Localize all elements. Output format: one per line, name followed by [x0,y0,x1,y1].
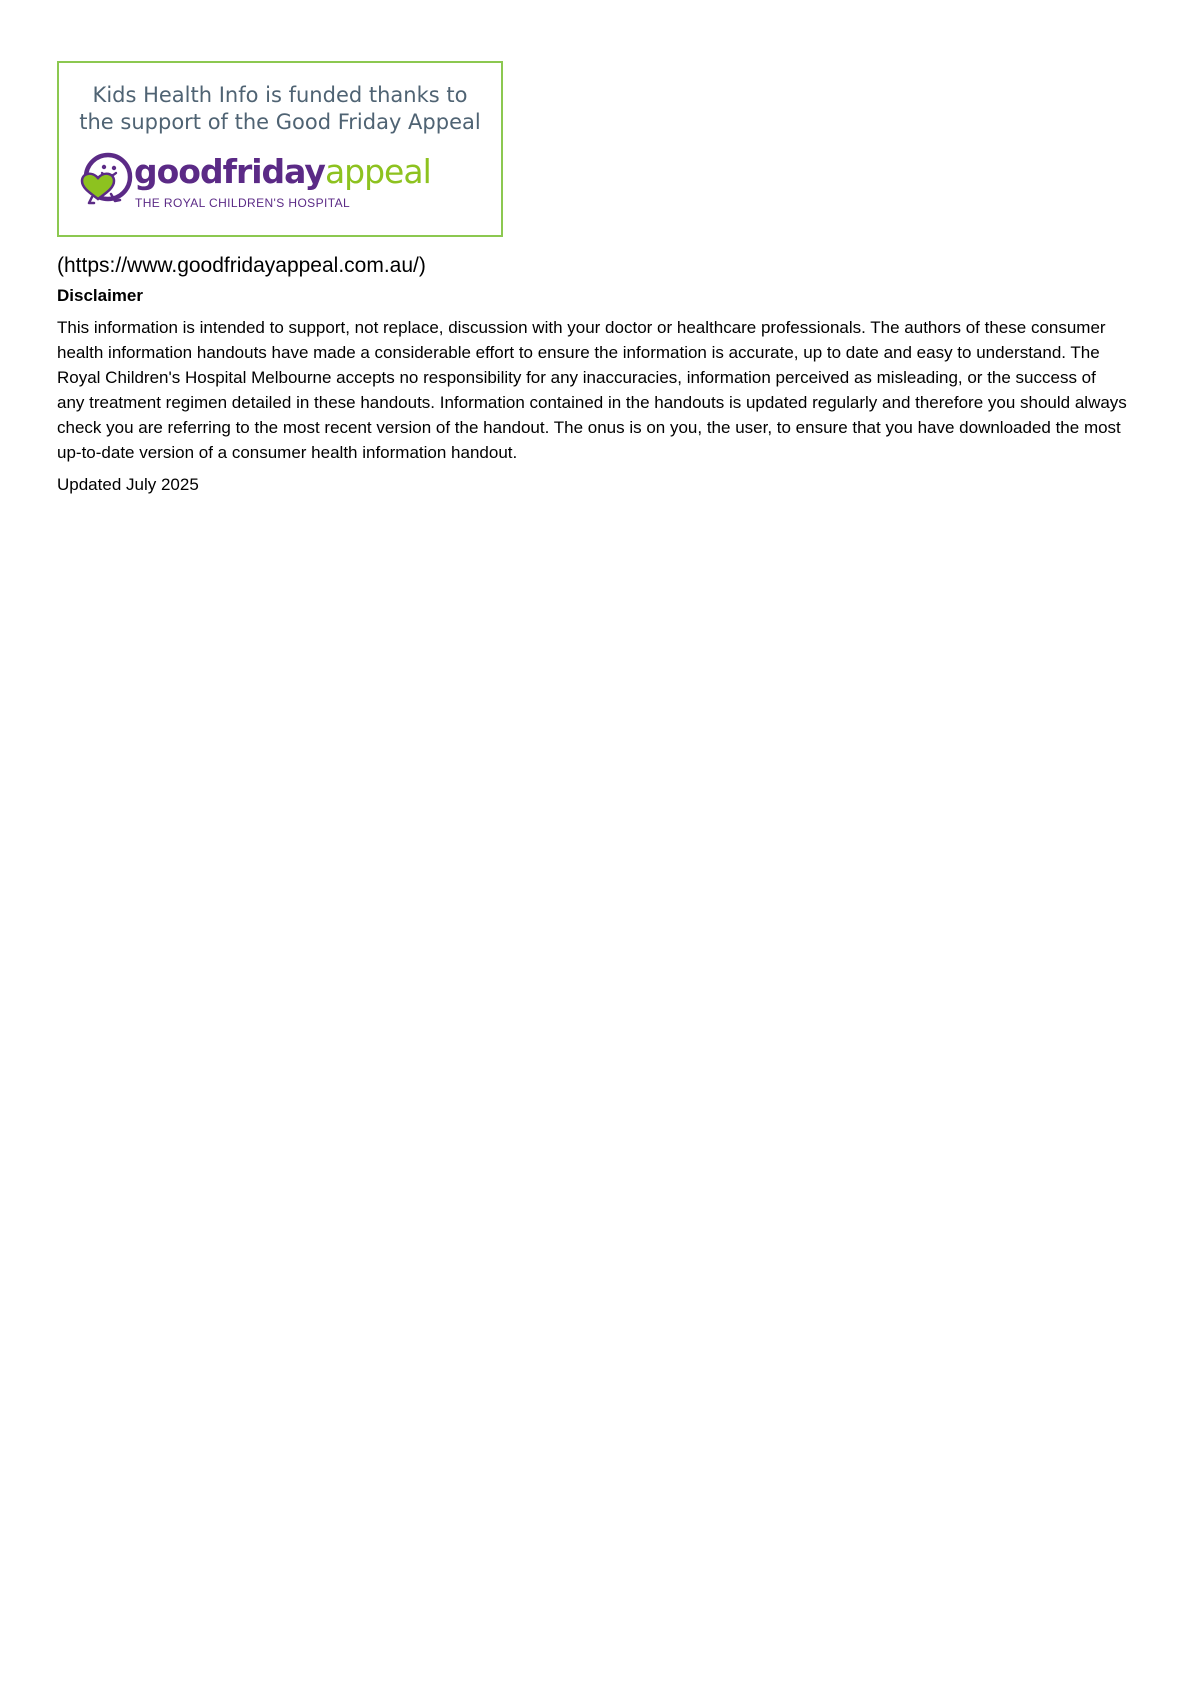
updated-date: Updated July 2025 [57,475,199,494]
logo-subtitle: THE ROYAL CHILDREN'S HOSPITAL [135,196,351,210]
logo-word-appeal: appeal [324,152,431,191]
document-page [57,61,1133,496]
logo-word-good: good [134,152,223,191]
disclaimer-heading: Disclaimer [57,286,143,305]
funding-banner[interactable] [57,61,503,237]
appeal-link[interactable]: (https://www.goodfridayappeal.com.au/) [57,254,426,277]
disclaimer-body: This information is intended to support, not replace, discussion with your doctor or healthcare professionals. The authors of these consumer health information handouts have made a considerable effort to ensure the information is accurate, up to date and easy to understand. The Royal Children's Hospital Melbourne accepts no responsibility for any inaccuracies, information perceived as misleading, or the success of any treatment regimen detailed in these handouts. Information contained in the handouts is updated regularly and therefore you should always check you are referring to the most recent version of the handout. The onus is on you, the user, to ensure that you have downloaded the most up-to-date version of a consumer health information handout. [57,318,1127,462]
svg-text:goodfridayappeal [134,152,431,191]
banner-line-2: the support of the Good Friday Appeal [79,110,481,134]
smiley-heart-icon [82,155,130,203]
good-friday-appeal-logo [78,151,488,221]
banner-line-1: Kids Health Info is funded thanks to [92,83,468,107]
logo-word-friday: friday [222,152,325,191]
